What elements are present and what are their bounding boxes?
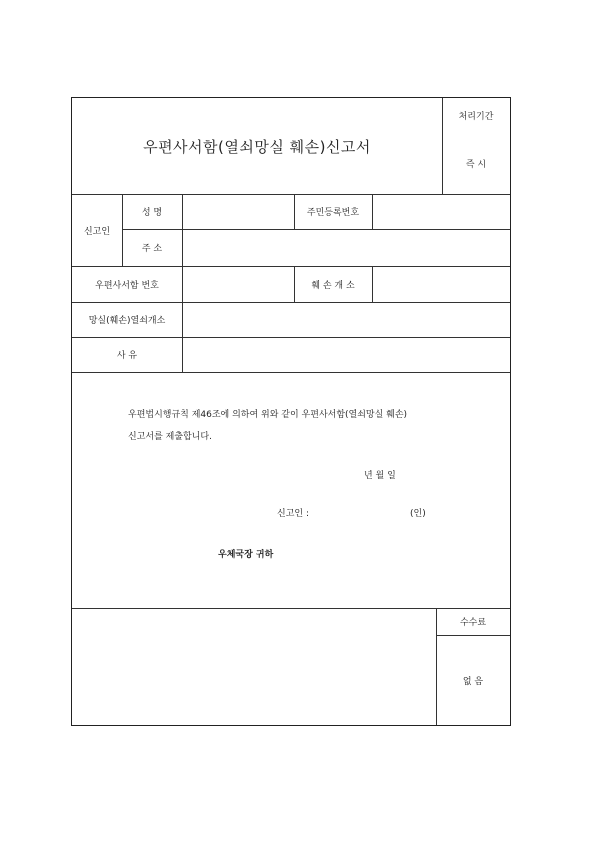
damaged-count-label: 훼 손 개 소: [311, 280, 355, 291]
report-form: [71, 97, 511, 726]
recipient: 우체국장 귀하: [218, 550, 274, 560]
address-label: 주 소: [141, 244, 163, 254]
divider: [72, 372, 510, 373]
name-label: 성 명: [141, 208, 163, 218]
resident-number-label: 주민등록번호: [306, 208, 360, 218]
statement-line-2: 신고서를 제출합니다.: [128, 432, 212, 442]
form-title: 우편사서함(열쇠망실 훼손)신고서: [143, 137, 371, 156]
pobox-number-label: 우편사서함 번호: [95, 280, 159, 291]
pobox-number-field[interactable]: [182, 266, 294, 302]
processing-period-value: 즉 시: [465, 159, 487, 170]
address-field[interactable]: [182, 229, 510, 266]
damaged-count-field[interactable]: [372, 266, 510, 302]
name-field[interactable]: [182, 194, 294, 229]
seal-mark: (인): [410, 509, 426, 519]
reason-field[interactable]: [182, 337, 510, 372]
date-line: 년 월 일: [364, 471, 396, 481]
fee-value: 없 음: [462, 676, 484, 687]
signer-label: 신고인 :: [277, 509, 309, 519]
lost-keys-label: 망실(훼손)열쇠개소: [88, 316, 166, 326]
processing-period-label: 처리기간: [458, 111, 494, 122]
resident-number-field[interactable]: [372, 194, 510, 229]
fee-label: 수수료: [459, 618, 487, 628]
statement-line-1: 우편법시행규칙 제46조에 의하여 위와 같이 우편사서함(열쇠망실 훼손): [128, 410, 408, 420]
lost-keys-field[interactable]: [182, 302, 510, 337]
applicant-group-label: 신고인: [83, 226, 111, 237]
reason-label: 사 유: [116, 351, 138, 361]
